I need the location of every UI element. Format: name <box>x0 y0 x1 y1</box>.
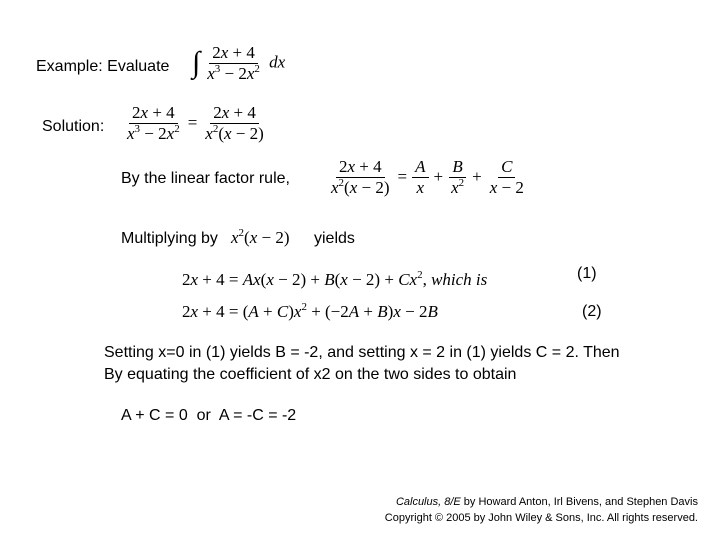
equation-2: $2x + 4 = (A + C)x^2 + (-2A + B)x - 2B$ <box>182 301 438 321</box>
book-authors: by Howard Anton, Irl Bivens, and Stephen Davis <box>460 496 698 508</box>
multiplying-text: Multiplying by <box>121 230 218 247</box>
explanation-paragraph <box>104 342 620 386</box>
explanation-line-1: Setting x=0 in (1) yields B = -2, and setting x = 2 in (1) yields C = 2. Then <box>104 344 620 361</box>
copyright-credit <box>385 494 698 526</box>
linear-rule-text: By the linear factor rule, <box>121 170 290 187</box>
result-text: A + C = 0 or A = -C = -2 <box>121 407 297 424</box>
example-label: Example: Evaluate <box>36 58 170 75</box>
equation-1: $2x + 4 = Ax(x - 2) + B(x - 2) + Cx^2$, which is <box>182 269 488 289</box>
multiplier-expression: $x^2(x - 2)$ <box>231 227 290 247</box>
solution-factorization: $\frac{2x + 4}{x^3 - 2x^2}$ = $\frac{2x + 4}{x^2(x - 2)}$ <box>127 103 264 143</box>
solution-label: Solution: <box>42 118 105 135</box>
equation-2-tag: (2) <box>582 303 602 320</box>
credit-line-1 <box>385 494 698 510</box>
explanation-line-2: By equating the coefficient of x2 on the two sides to obtain <box>104 366 517 383</box>
partial-fraction-decomposition: $\frac{2x + 4}{x^2(x - 2)}$ = $\frac{A}{x}$ + $\frac{B}{x^2}$ + $\frac{C}{x - 2}$ <box>331 157 524 197</box>
example-integral: ∫ $\frac{2x + 4}{x^3 - 2x^2}$ dx <box>192 43 286 83</box>
yields-text: yields <box>314 230 355 247</box>
credit-line-2: Copyright © 2005 by John Wiley & Sons, Inc. All rights reserved. <box>384 512 698 524</box>
equation-1-tag: (1) <box>577 265 597 282</box>
book-title: Calculus, 8/E <box>395 496 461 508</box>
